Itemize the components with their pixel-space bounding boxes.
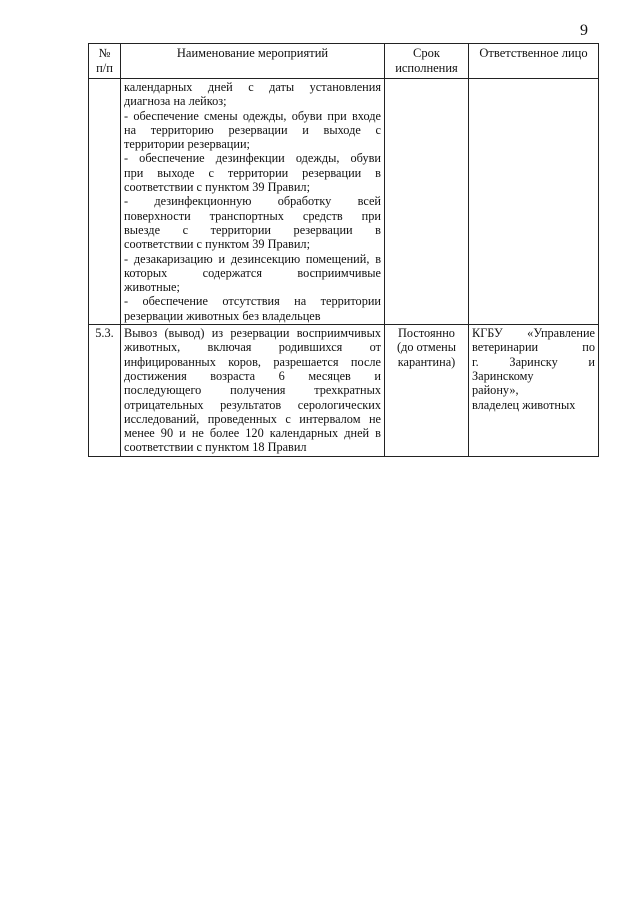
text-line: району», xyxy=(472,383,519,398)
cell-responsible-continuation xyxy=(469,79,599,325)
text-line: территории резервации; xyxy=(124,137,250,152)
text-line: ветеринарии по xyxy=(472,340,595,355)
text-line: соответствии с пунктом 39 Правил; xyxy=(124,180,310,195)
text-line: последующего получения трехкратных xyxy=(124,383,381,398)
header-num: № п/п xyxy=(89,44,121,79)
header-name: Наименование мероприятий xyxy=(121,44,385,79)
text-line: - обеспечение дезинфекции одежды, обуви xyxy=(124,151,381,166)
text-line: отрицательных результатов серологических xyxy=(124,397,381,412)
text-line: Заринскому xyxy=(472,368,534,383)
text-line: которых содержатся восприимчивые xyxy=(124,265,381,280)
text-line: поверхности транспортных средств при xyxy=(124,208,381,223)
text-line: диагноза на лейкоз; xyxy=(124,94,227,109)
text-line: животные; xyxy=(124,280,180,295)
text-line: г. Заринску и xyxy=(472,354,595,369)
text-line: - дезинфекционную обработку всей xyxy=(124,194,381,209)
text-line: при выходе с территории резервации в xyxy=(124,165,381,180)
text-line: инфицированных коров, разрешается после xyxy=(124,354,381,369)
text-line: соответствии с пунктом 39 Правил; xyxy=(124,237,310,252)
cell-name-continuation xyxy=(121,79,385,325)
text-line: - дезакаризацию и дезинсекцию помещений, в xyxy=(124,251,381,266)
text-line: менее 90 и не более 120 календарных дней в xyxy=(124,426,381,441)
text-line: исследований, проведенных с интервалом не xyxy=(124,411,381,426)
text-line: животных, включая родившихся от xyxy=(124,340,381,355)
text-line: выезде с территории резервации в xyxy=(124,222,381,237)
text-line: (до отмены xyxy=(396,340,457,355)
cell-num-continuation xyxy=(89,79,121,325)
text-line: КГБУ «Управление xyxy=(472,326,595,341)
table-header-row xyxy=(89,44,599,79)
table-row-continuation xyxy=(89,79,599,325)
text-line: владелец животных xyxy=(472,397,576,412)
text-line: достижения возраста 6 месяцев и xyxy=(124,368,381,383)
cell-num-5-3: 5.3. xyxy=(89,325,121,457)
cell-responsible-5-3 xyxy=(469,325,599,457)
measures-table xyxy=(88,43,599,457)
text-line: Вывоз (вывод) из резервации восприимчивых xyxy=(124,326,381,341)
text-line: карантина) xyxy=(397,354,456,369)
header-term: Срок исполнения xyxy=(385,44,469,79)
text-line: - обеспечение смены одежды, обуви при входе xyxy=(124,108,381,123)
text-line: соответствии с пунктом 18 Правил xyxy=(124,440,307,455)
header-responsible: Ответственное лицо xyxy=(469,44,599,79)
cell-name-5-3 xyxy=(121,325,385,457)
page-number: 9 xyxy=(580,22,588,39)
text-line: - обеспечение отсутствия на территории xyxy=(124,294,381,309)
text-line: резервации животных без владельцев xyxy=(124,308,321,323)
text-line: на территорию резервации и выходе с xyxy=(124,122,381,137)
cell-term-5-3 xyxy=(385,325,469,457)
table-row-5-3 xyxy=(89,325,599,457)
text-line: Постоянно xyxy=(398,326,455,341)
cell-term-continuation xyxy=(385,79,469,325)
text-line: календарных дней с даты установления xyxy=(124,80,381,94)
